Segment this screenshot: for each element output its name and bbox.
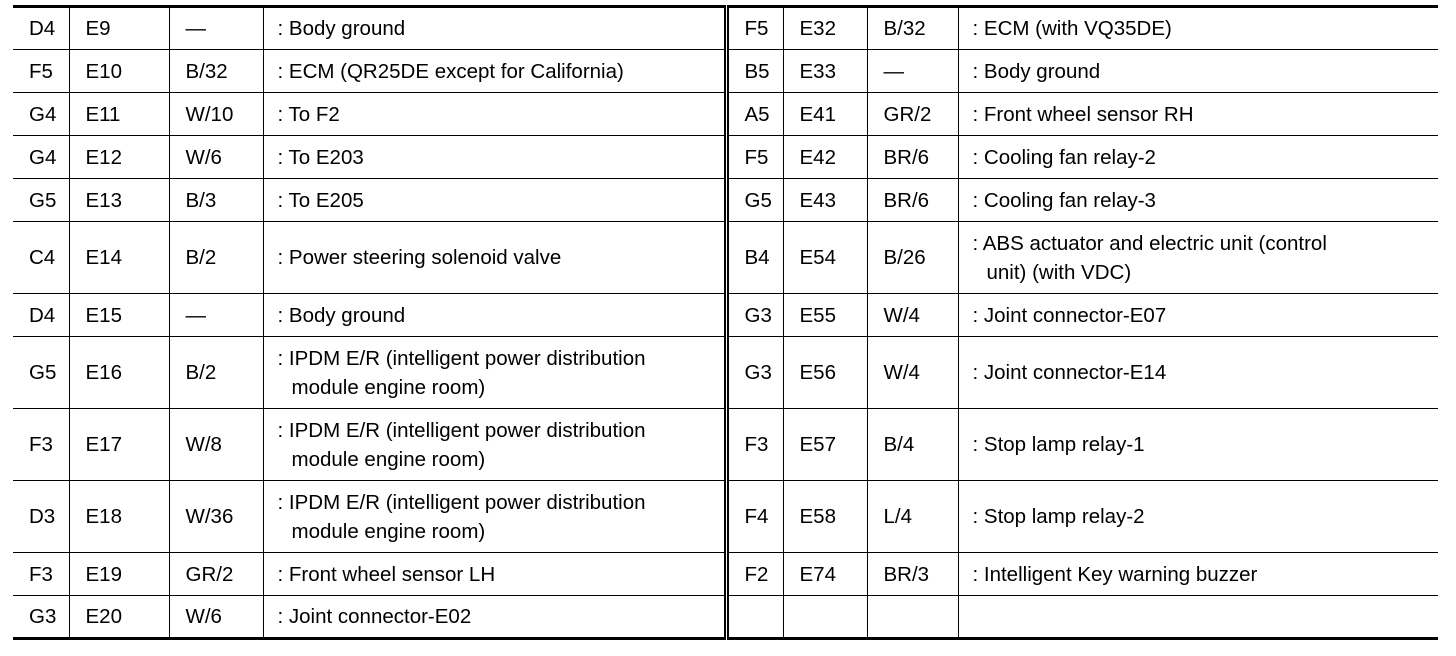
connector-table [13, 5, 1438, 640]
left-description-cell [263, 7, 726, 50]
left-grid-ref-cell: C4 [13, 222, 69, 294]
left-wire-color-cell: W/6 [169, 596, 263, 639]
table-row [13, 596, 1438, 639]
table-row [13, 337, 1438, 409]
left-wire-color-cell: — [169, 7, 263, 50]
right-description-cell [958, 136, 1438, 179]
right-grid-ref-cell: G3 [726, 337, 783, 409]
right-description-line-2: unit) (with VDC) [986, 260, 1132, 284]
right-grid-ref-cell: F2 [726, 553, 783, 596]
left-description-cell [263, 337, 726, 409]
left-description-line-1: : IPDM E/R (intelligent power distribution [277, 346, 646, 370]
right-description-line-1: : ECM (with VQ35DE) [972, 17, 1172, 40]
left-description-line-2: module engine room) [291, 447, 486, 471]
left-connector-no-cell: E10 [69, 50, 169, 93]
right-connector-no-cell: E41 [783, 93, 867, 136]
right-wire-color-cell: W/4 [867, 337, 958, 409]
right-wire-color-cell [867, 596, 958, 639]
left-description-line-1: : Body ground [277, 17, 406, 40]
left-grid-ref-cell: D4 [13, 294, 69, 337]
left-description-cell [263, 596, 726, 639]
right-wire-color-cell: BR/6 [867, 136, 958, 179]
right-description-line-1: : Cooling fan relay-3 [972, 188, 1156, 212]
right-wire-color-cell: L/4 [867, 481, 958, 553]
right-description-line-1: : Joint connector-E07 [972, 303, 1167, 327]
left-description-cell [263, 179, 726, 222]
left-connector-no-cell: E20 [69, 596, 169, 639]
left-description-cell [263, 481, 726, 553]
left-description-line-1: : To E205 [277, 188, 364, 212]
right-connector-no-cell: E33 [783, 50, 867, 93]
left-description-line-1: : Front wheel sensor LH [277, 562, 496, 586]
left-description-cell [263, 553, 726, 596]
left-connector-no-cell: E9 [69, 7, 169, 50]
right-description-cell [958, 294, 1438, 337]
left-description-line-1: : Power steering solenoid valve [277, 246, 562, 269]
right-grid-ref-cell: F5 [726, 7, 783, 50]
connector-table-wrapper [13, 5, 1438, 640]
left-description-line-2: module engine room) [291, 375, 486, 399]
right-grid-ref-cell: B5 [726, 50, 783, 93]
table-row [13, 7, 1438, 50]
left-grid-ref-cell: G5 [13, 337, 69, 409]
right-description-line-1: : Stop lamp relay-1 [972, 433, 1145, 456]
right-connector-no-cell: E58 [783, 481, 867, 553]
left-description-cell [263, 136, 726, 179]
left-grid-ref-cell: F5 [13, 50, 69, 93]
right-description-cell [958, 553, 1438, 596]
right-connector-no-cell: E42 [783, 136, 867, 179]
left-connector-no-cell: E11 [69, 93, 169, 136]
right-connector-no-cell: E54 [783, 222, 867, 294]
left-wire-color-cell: B/32 [169, 50, 263, 93]
right-description-line-1: : Intelligent Key warning buzzer [972, 562, 1258, 586]
right-description-cell [958, 50, 1438, 93]
right-description-line-1: : Cooling fan relay-2 [972, 145, 1156, 169]
left-wire-color-cell: B/3 [169, 179, 263, 222]
right-description-line-1: : Stop lamp relay-2 [972, 505, 1145, 528]
left-grid-ref-cell: G3 [13, 596, 69, 639]
right-grid-ref-cell [726, 596, 783, 639]
left-description-line-1: : ECM (QR25DE except for California) [277, 59, 624, 83]
table-row [13, 409, 1438, 481]
table-row [13, 553, 1438, 596]
left-grid-ref-cell: G4 [13, 93, 69, 136]
right-grid-ref-cell: F5 [726, 136, 783, 179]
left-wire-color-cell: B/2 [169, 337, 263, 409]
left-wire-color-cell: W/36 [169, 481, 263, 553]
right-connector-no-cell: E56 [783, 337, 867, 409]
right-grid-ref-cell: B4 [726, 222, 783, 294]
right-wire-color-cell: B/4 [867, 409, 958, 481]
left-connector-no-cell: E15 [69, 294, 169, 337]
right-description-cell [958, 596, 1438, 639]
right-description-cell [958, 409, 1438, 481]
right-connector-no-cell: E43 [783, 179, 867, 222]
right-grid-ref-cell: F3 [726, 409, 783, 481]
right-wire-color-cell: W/4 [867, 294, 958, 337]
left-grid-ref-cell: D4 [13, 7, 69, 50]
left-connector-no-cell: E13 [69, 179, 169, 222]
right-description-line-1: : ABS actuator and electric unit (control [972, 231, 1327, 255]
left-connector-no-cell: E14 [69, 222, 169, 294]
left-grid-ref-cell: F3 [13, 409, 69, 481]
right-connector-no-cell: E32 [783, 7, 867, 50]
left-description-line-1: : To F2 [277, 102, 340, 126]
right-wire-color-cell: BR/3 [867, 553, 958, 596]
right-wire-color-cell: B/26 [867, 222, 958, 294]
left-description-cell [263, 409, 726, 481]
right-connector-no-cell [783, 596, 867, 639]
right-grid-ref-cell: F4 [726, 481, 783, 553]
right-description-cell [958, 179, 1438, 222]
right-description-cell [958, 481, 1438, 553]
right-grid-ref-cell: G5 [726, 179, 783, 222]
left-description-line-1: : IPDM E/R (intelligent power distribution [277, 490, 646, 514]
left-description-line-1: : Body ground [277, 303, 406, 327]
left-description-cell [263, 50, 726, 93]
left-grid-ref-cell: G4 [13, 136, 69, 179]
right-grid-ref-cell: A5 [726, 93, 783, 136]
right-description-cell [958, 93, 1438, 136]
left-description-cell [263, 93, 726, 136]
left-wire-color-cell: GR/2 [169, 553, 263, 596]
left-description-cell [263, 222, 726, 294]
left-wire-color-cell: W/6 [169, 136, 263, 179]
table-row [13, 50, 1438, 93]
left-description-line-1: : To E203 [277, 145, 364, 169]
left-description-line-2: module engine room) [291, 519, 486, 543]
right-description-line-1: : Joint connector-E14 [972, 361, 1167, 384]
left-description-line-1: : IPDM E/R (intelligent power distribution [277, 418, 646, 442]
table-row [13, 294, 1438, 337]
left-description-line-1: : Joint connector-E02 [277, 605, 472, 628]
right-wire-color-cell: — [867, 50, 958, 93]
left-connector-no-cell: E19 [69, 553, 169, 596]
left-connector-no-cell: E16 [69, 337, 169, 409]
table-body [13, 7, 1438, 639]
right-wire-color-cell: BR/6 [867, 179, 958, 222]
left-wire-color-cell: B/2 [169, 222, 263, 294]
table-row [13, 93, 1438, 136]
left-wire-color-cell: W/8 [169, 409, 263, 481]
left-connector-no-cell: E18 [69, 481, 169, 553]
right-connector-no-cell: E74 [783, 553, 867, 596]
left-grid-ref-cell: D3 [13, 481, 69, 553]
left-grid-ref-cell: F3 [13, 553, 69, 596]
right-grid-ref-cell: G3 [726, 294, 783, 337]
table-row [13, 136, 1438, 179]
table-row [13, 179, 1438, 222]
left-grid-ref-cell: G5 [13, 179, 69, 222]
left-wire-color-cell: W/10 [169, 93, 263, 136]
left-description-cell [263, 294, 726, 337]
right-wire-color-cell: B/32 [867, 7, 958, 50]
right-wire-color-cell: GR/2 [867, 93, 958, 136]
right-description-cell [958, 337, 1438, 409]
right-description-cell [958, 222, 1438, 294]
left-wire-color-cell: — [169, 294, 263, 337]
table-row [13, 481, 1438, 553]
left-connector-no-cell: E12 [69, 136, 169, 179]
right-description-line-1: : Front wheel sensor RH [972, 102, 1194, 126]
table-row [13, 222, 1438, 294]
right-connector-no-cell: E55 [783, 294, 867, 337]
right-description-line-1: : Body ground [972, 59, 1101, 83]
right-description-cell [958, 7, 1438, 50]
left-connector-no-cell: E17 [69, 409, 169, 481]
right-connector-no-cell: E57 [783, 409, 867, 481]
